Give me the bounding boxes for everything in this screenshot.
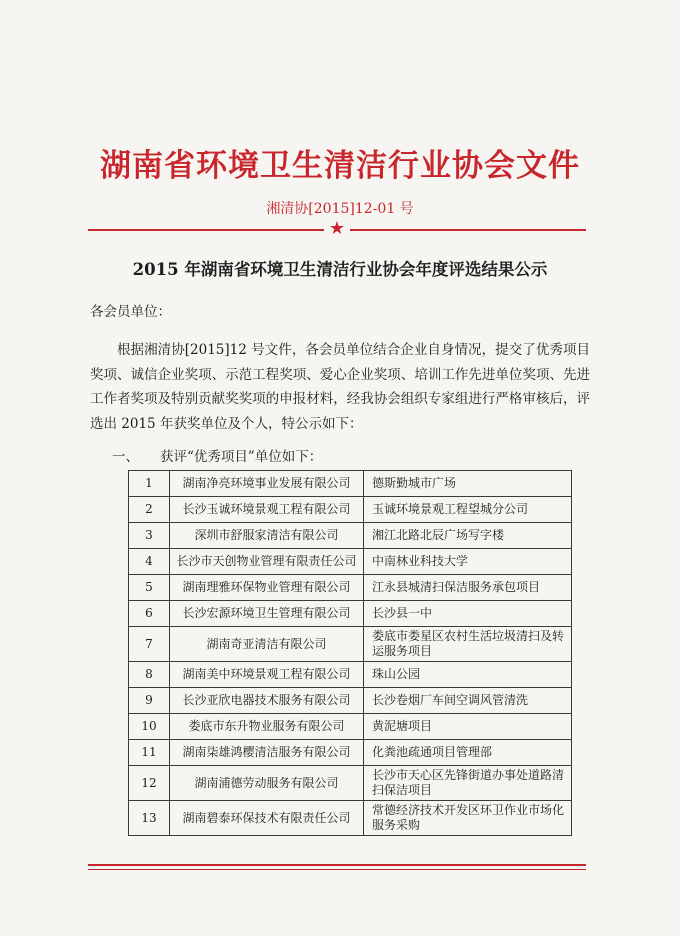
row-number: 5 — [129, 575, 170, 601]
company-name: 湖南美中环境景观工程有限公司 — [170, 662, 364, 688]
org-title: 湖南省环境卫生清洁行业协会文件 — [100, 148, 580, 184]
table-row — [129, 801, 572, 836]
table-row — [129, 688, 572, 714]
row-number: 1 — [129, 471, 170, 497]
project-name: 珠山公园 — [364, 662, 572, 688]
project-name: 常德经济技术开发区环卫作业市场化服务采购 — [364, 801, 572, 836]
doc-number: 湘清协[2015]12-01 号 — [266, 201, 414, 217]
award-table — [128, 470, 572, 836]
project-name: 黄泥塘项目 — [364, 714, 572, 740]
row-number: 10 — [129, 714, 170, 740]
section-heading — [112, 446, 322, 468]
company-name: 长沙玉诚环境景观工程有限公司 — [170, 497, 364, 523]
company-name: 长沙市天创物业管理有限责任公司 — [170, 549, 364, 575]
table-row — [129, 523, 572, 549]
table-row — [129, 549, 572, 575]
project-name: 中南林业科技大学 — [364, 549, 572, 575]
project-name: 化粪池疏通项目管理部 — [364, 740, 572, 766]
project-name: 娄底市娄星区农村生活垃圾清扫及转运服务项目 — [364, 627, 572, 662]
row-number: 7 — [129, 627, 170, 662]
project-name: 德斯勤城市广场 — [364, 471, 572, 497]
table-row — [129, 766, 572, 801]
row-number: 3 — [129, 523, 170, 549]
document-title: 2015 年湖南省环境卫生清洁行业协会年度评选结果公示 — [132, 260, 548, 279]
table-row — [129, 497, 572, 523]
company-name: 湖南柒雄鸿樱清洁服务有限公司 — [170, 740, 364, 766]
company-name: 深圳市舒服家清洁有限公司 — [170, 523, 364, 549]
section-number: 一、 — [112, 449, 139, 465]
table-row — [129, 627, 572, 662]
row-number: 12 — [129, 766, 170, 801]
company-name: 长沙亚欣电器技术服务有限公司 — [170, 688, 364, 714]
table-row — [129, 662, 572, 688]
company-name: 长沙宏源环境卫生管理有限公司 — [170, 601, 364, 627]
company-name: 湖南碧泰环保技术有限责任公司 — [170, 801, 364, 836]
footer-rule-thin — [88, 869, 586, 870]
row-number: 6 — [129, 601, 170, 627]
section-heading-text: 获评“优秀项目”单位如下： — [160, 449, 323, 465]
table-row — [129, 601, 572, 627]
row-number: 13 — [129, 801, 170, 836]
project-name: 玉诚环境景观工程望城分公司 — [364, 497, 572, 523]
table-row — [129, 471, 572, 497]
table-row — [129, 575, 572, 601]
salutation: 各会员单位： — [90, 304, 171, 320]
company-name: 湖南净亮环境事业发展有限公司 — [170, 471, 364, 497]
row-number: 4 — [129, 549, 170, 575]
table-row — [129, 714, 572, 740]
company-name: 湖南理雅环保物业管理有限公司 — [170, 575, 364, 601]
star-icon: ★ — [328, 218, 346, 239]
project-name: 江永县城清扫保洁服务承包项目 — [364, 575, 572, 601]
header-rule-left — [88, 229, 324, 231]
header-rule-right — [350, 229, 586, 231]
project-name: 长沙卷烟厂车间空调风管清洗 — [364, 688, 572, 714]
project-name: 长沙县一中 — [364, 601, 572, 627]
project-name: 长沙市天心区先锋街道办事处道路清扫保洁项目 — [364, 766, 572, 801]
company-name: 湖南奇亚清洁有限公司 — [170, 627, 364, 662]
row-number: 11 — [129, 740, 170, 766]
row-number: 2 — [129, 497, 170, 523]
company-name: 湖南浦德劳动服务有限公司 — [170, 766, 364, 801]
body-paragraph: 根据湘清协[2015]12 号文件，各会员单位结合企业自身情况，提交了优秀项目奖项、诚信企业奖项、示范工程奖项、爱心企业奖项、培训工作先进单位奖项、先进工作者奖项及特别贡献奖奖项的申报材料，经我协会组织专家组进行严格审核后，评选出 2015 年获奖单位及个人，特公示如下： — [90, 342, 590, 432]
project-name: 湘江北路北辰广场写字楼 — [364, 523, 572, 549]
footer-rule — [88, 864, 586, 866]
row-number: 9 — [129, 688, 170, 714]
company-name: 娄底市东升物业服务有限公司 — [170, 714, 364, 740]
table-row — [129, 740, 572, 766]
row-number: 8 — [129, 662, 170, 688]
